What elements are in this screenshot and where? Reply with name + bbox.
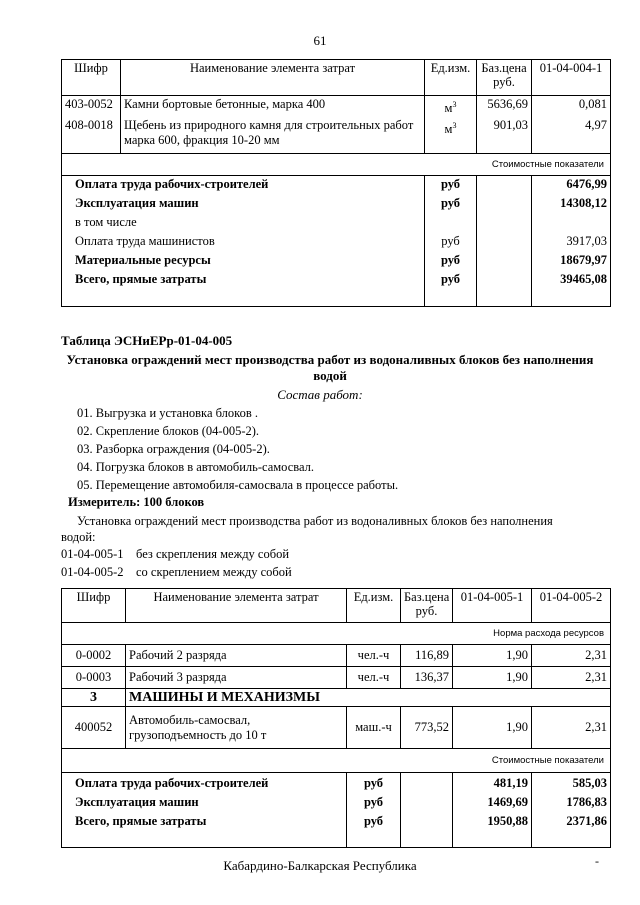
row-value-2: 2,31 [532,707,611,749]
header-col-2: 01-04-005-2 [532,589,611,623]
summary-name: Всего, прямые затраты [62,811,347,847]
summary-row [62,193,611,212]
table-header [62,589,611,623]
summary-name: Эксплуатация машин [62,792,347,811]
summary-value-1: 1950,88 [453,811,532,847]
summary-row [62,269,611,307]
summary-row [62,773,611,793]
summary-empty [401,811,453,847]
section-label: Стоимостные показатели [62,749,611,773]
step-item: 02. Скрепление блоков (04-005-2). [77,424,260,438]
header-col-1: 01-04-004-1 [532,60,611,96]
step-item: 05. Перемещение автомобиля-самосвала в процессе работы. [77,478,399,492]
row-unit [425,96,477,118]
page-number: 61 [313,33,327,48]
summary-row [62,811,611,847]
row-price: 116,89 [401,645,453,667]
summary-name: Материальные ресурсы [62,250,425,269]
row-code: 408-0018 [62,117,121,153]
summary-empty [477,269,532,307]
summary-row [62,231,611,250]
header-price: Баз.цена руб. [401,589,453,623]
unit-text: м [444,101,453,116]
summary-unit: руб [425,175,477,193]
table-row [62,96,611,118]
table-id: Таблица ЭСНиЕРр-01-04-005 [61,333,233,348]
header-price: Баз.цена руб. [477,60,532,96]
table-row [62,707,611,749]
meter: Измеритель: 100 блоков [68,495,205,509]
footer-region: Кабардино-Балкарская Республика [223,858,417,873]
table-row [62,667,611,689]
row-name: Рабочий 2 разряда [126,645,347,667]
section-label-row [62,749,611,773]
table-row [62,645,611,667]
summary-row [62,212,611,231]
summary-empty [477,231,532,250]
summary-unit: руб [347,792,401,811]
row-value-2: 2,31 [532,645,611,667]
section-label-row [62,153,611,175]
summary-empty [401,773,453,793]
row-unit: чел.-ч [347,667,401,689]
summary-unit [425,212,477,231]
row-code: 0-0002 [62,645,126,667]
composition-heading: Состав работ: [277,387,363,402]
section-label: Стоимостные показатели [62,153,611,175]
group-title: МАШИНЫ И МЕХАНИЗМЫ [126,689,611,707]
step-item: 03. Разборка ограждения (04-005-2). [77,442,270,456]
summary-value-1: 481,19 [453,773,532,793]
summary-empty [401,792,453,811]
summary-value-2: 585,03 [532,773,611,793]
table-row [62,117,611,153]
row-value-2: 2,31 [532,667,611,689]
description-line-1: Установка ограждений мест производства работ из водоналивных блоков без наполнения [77,514,553,528]
description-line-2: водой: [61,530,96,544]
summary-value-1: 1469,69 [453,792,532,811]
summary-value: 14308,12 [532,193,611,212]
summary-row [62,250,611,269]
row-price: 901,03 [477,117,532,153]
summary-name: в том числе [62,212,425,231]
summary-name: Всего, прямые затраты [62,269,425,307]
resources-table-1 [61,59,611,307]
row-value-1: 1,90 [453,645,532,667]
summary-value: 18679,97 [532,250,611,269]
summary-unit: руб [425,269,477,307]
header-col-1: 01-04-005-1 [453,589,532,623]
step-item: 04. Погрузка блоков в автомобиль-самосвал. [77,460,315,474]
summary-value [532,212,611,231]
resources-table-2 [61,588,611,848]
row-name: Автомобиль-самосвал, грузоподъемность до 10 т [126,707,347,749]
step-item: 01. Выгрузка и установка блоков . [77,406,258,420]
summary-value: 39465,08 [532,269,611,307]
row-value-1: 1,90 [453,707,532,749]
summary-name: Оплата труда рабочих-строителей [62,773,347,793]
summary-row [62,792,611,811]
section-title-line-1: Установка ограждений мест производства работ из водоналивных блоков без наполнения [66,352,594,367]
group-number: 3 [62,689,126,707]
summary-empty [477,193,532,212]
summary-unit: руб [425,231,477,250]
header-code: Шифр [62,60,121,96]
row-unit: маш.-ч [347,707,401,749]
norm-label: Норма расхода ресурсов [62,623,611,645]
row-name: Рабочий 3 разряда [126,667,347,689]
variant-code: 01-04-005-1 [61,547,124,561]
summary-empty [477,175,532,193]
summary-empty [477,212,532,231]
summary-value: 3917,03 [532,231,611,250]
row-price: 5636,69 [477,96,532,118]
header-name: Наименование элемента затрат [126,589,347,623]
section-title-line-2: водой [313,368,347,383]
header-unit: Ед.изм. [347,589,401,623]
summary-value: 6476,99 [532,175,611,193]
summary-name: Оплата труда рабочих-строителей [62,175,425,193]
summary-name: Эксплуатация машин [62,193,425,212]
unit-text: м [444,122,453,137]
row-unit [425,117,477,153]
header-name: Наименование элемента затрат [121,60,425,96]
table-header [62,60,611,96]
variant-text: без скрепления между собой [136,547,290,561]
header-code: Шифр [62,589,126,623]
row-unit: чел.-ч [347,645,401,667]
row-name: Щебень из природного камня для строительных работ марка 600, фракция 10-20 мм [121,117,425,153]
summary-value-2: 1786,83 [532,792,611,811]
row-value: 0,081 [532,96,611,118]
row-code: 400052 [62,707,126,749]
row-price: 136,37 [401,667,453,689]
row-code: 403-0052 [62,96,121,118]
group-row [62,689,611,707]
summary-row [62,175,611,193]
row-name: Камни бортовые бетонные, марка 400 [121,96,425,118]
summary-unit: руб [425,250,477,269]
footer-mark: - [595,854,599,868]
row-code: 0-0003 [62,667,126,689]
variant-text: со скреплением между собой [136,565,292,579]
summary-unit: руб [347,811,401,847]
summary-unit: руб [425,193,477,212]
summary-empty [477,250,532,269]
row-price: 773,52 [401,707,453,749]
unit-sup: 3 [452,121,457,131]
norm-label-row [62,623,611,645]
row-value-1: 1,90 [453,667,532,689]
variant-code: 01-04-005-2 [61,565,124,579]
row-value: 4,97 [532,117,611,153]
header-unit: Ед.изм. [425,60,477,96]
summary-unit: руб [347,773,401,793]
summary-name: Оплата труда машинистов [62,231,425,250]
unit-sup: 3 [452,100,457,109]
summary-value-2: 2371,86 [532,811,611,847]
